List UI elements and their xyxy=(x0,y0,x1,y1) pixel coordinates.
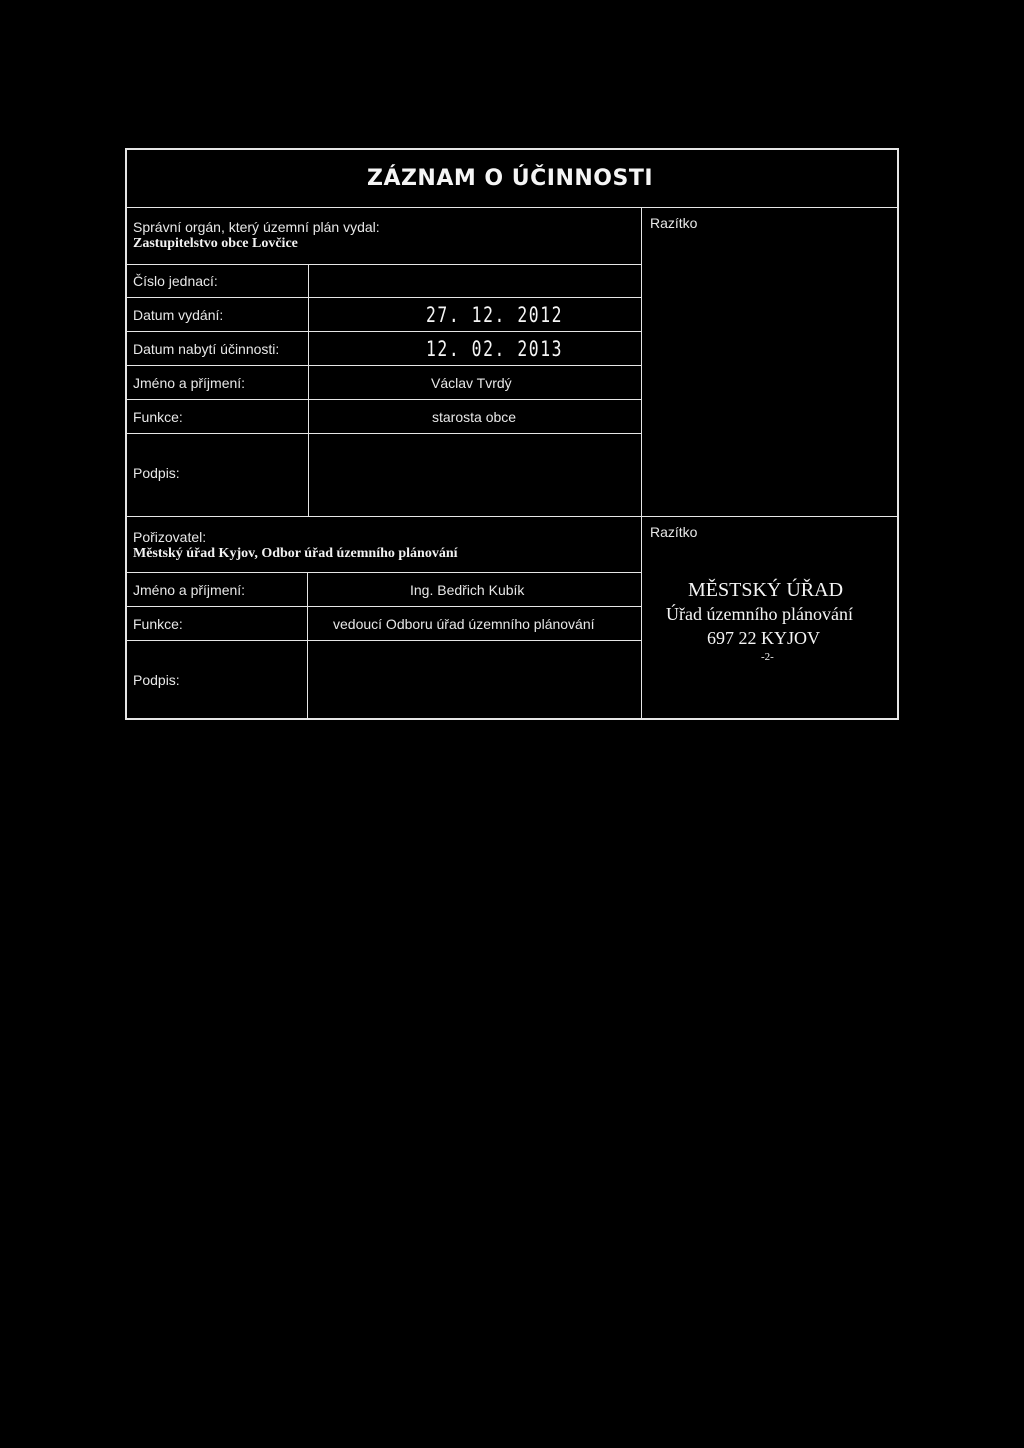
signature-label: Podpis: xyxy=(133,465,180,481)
office-stamp-line-3: 697 22 KYJOV xyxy=(707,628,821,648)
office-stamp-line-4: -2- xyxy=(761,651,774,663)
procurer-value: Městský úřad Kyjov, Odbor úřad územního plánování xyxy=(133,546,458,561)
divider-row-5 xyxy=(127,433,641,434)
procurer-function-label: Funkce: xyxy=(133,616,183,632)
name-label: Jméno a příjmení: xyxy=(133,375,246,391)
procurer-signature-label: Podpis: xyxy=(133,672,180,688)
divider-row-3 xyxy=(127,365,641,366)
effective-date-value: 12. 02. 2013 xyxy=(426,337,564,361)
procurer-label: Pořizovatel: xyxy=(133,529,207,545)
function-label: Funkce: xyxy=(133,409,183,425)
office-stamp-line-1: MĚSTSKÝ ÚŘAD xyxy=(688,579,844,601)
issuer-value: Zastupitelstvo obce Lovčice xyxy=(133,236,298,251)
divider-stamp-column-bottom xyxy=(641,516,642,718)
divider-procurer-row-1 xyxy=(127,606,641,607)
divider-value-column-bottom xyxy=(307,572,308,718)
stamp-label-top: Razítko xyxy=(650,215,698,231)
name-value: Václav Tvrdý xyxy=(431,375,512,391)
reference-number-label: Číslo jednací: xyxy=(133,273,218,289)
procurer-name-label: Jméno a příjmení: xyxy=(133,582,246,598)
issue-date-value: 27. 12. 2012 xyxy=(426,303,564,327)
stamp-label-bottom: Razítko xyxy=(650,524,698,540)
page-title: ZÁZNAM O ÚČINNOSTI xyxy=(367,166,654,191)
procurer-name-value: Ing. Bedřich Kubík xyxy=(410,582,525,598)
divider-value-column-top xyxy=(308,264,309,516)
divider-stamp-column-top xyxy=(641,207,642,516)
issuer-label: Správní orgán, který územní plán vydal: xyxy=(133,219,380,235)
divider-under-title xyxy=(127,207,897,208)
divider-row-1 xyxy=(127,297,641,298)
divider-under-procurer xyxy=(127,572,641,573)
divider-procurer-row-2 xyxy=(127,640,641,641)
issue-date-label: Datum vydání: xyxy=(133,307,224,323)
divider-row-4 xyxy=(127,399,641,400)
divider-under-issuer xyxy=(127,264,641,265)
office-stamp-line-2: Úřad územního plánování xyxy=(666,604,853,624)
function-value: starosta obce xyxy=(432,409,517,425)
effective-date-label: Datum nabytí účinnosti: xyxy=(133,341,280,357)
divider-row-2 xyxy=(127,331,641,332)
divider-section-split xyxy=(127,516,897,517)
procurer-function-value: vedoucí Odboru úřad územního plánování xyxy=(333,616,595,632)
